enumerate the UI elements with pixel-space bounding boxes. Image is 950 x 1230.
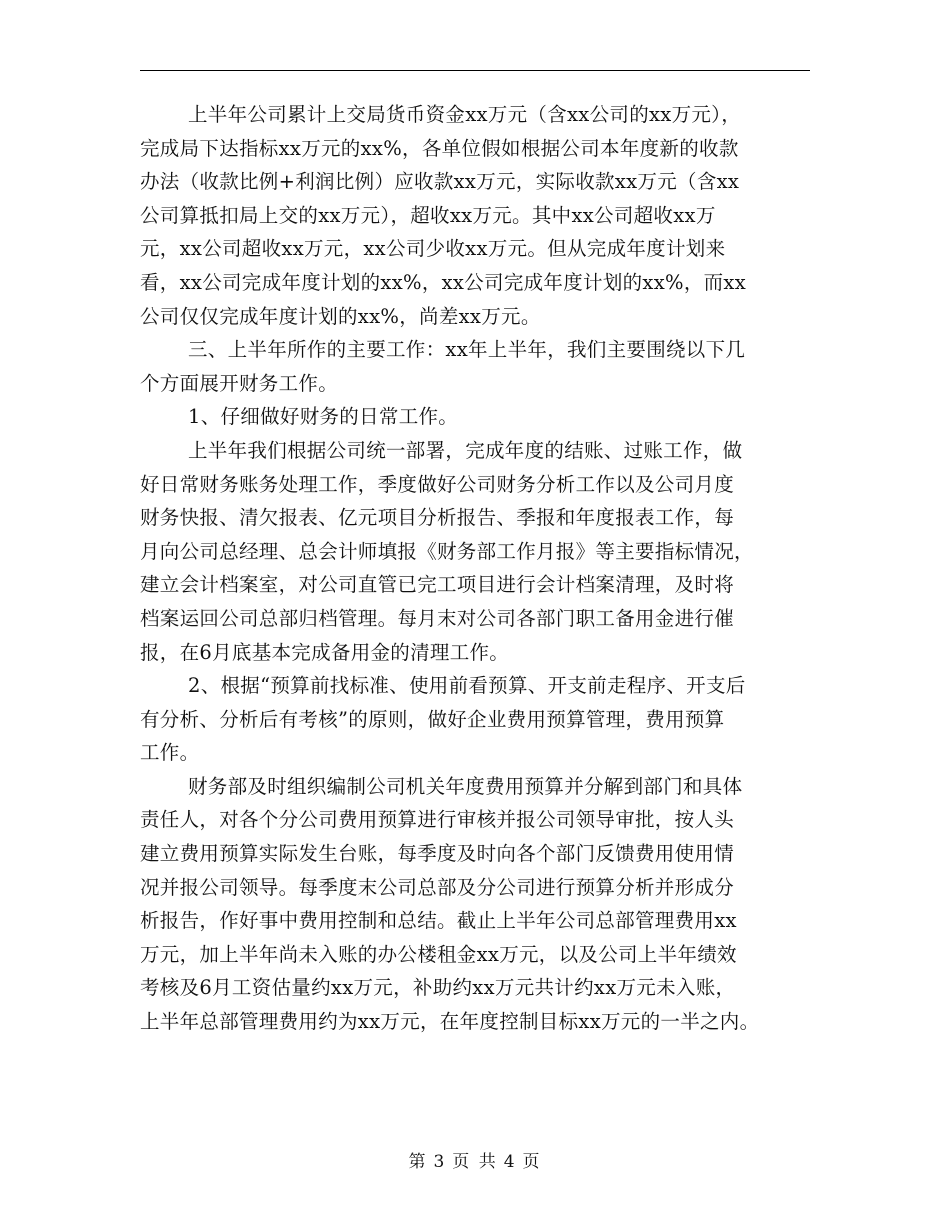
text-line: 况并报公司领导。每季度末公司总部及分公司进行预算分析并形成分 <box>140 875 735 899</box>
page-total: 4 <box>503 1152 517 1172</box>
text-line: 析报告，作好事中费用控制和总结。截止上半年公司总部管理费用xx <box>140 909 737 933</box>
page-suffix: 页 <box>522 1152 542 1172</box>
page-mid: 页 共 <box>452 1152 498 1172</box>
paragraph <box>140 400 830 434</box>
text-line: 元，xx公司超收xx万元，xx公司少收xx万元。但从完成年度计划来 <box>140 237 726 261</box>
header-rule <box>140 70 810 71</box>
text-line: 看，xx公司完成年度计划的xx%，xx公司完成年度计划的xx%，而xx <box>140 270 747 294</box>
text-line: 责任人，对各个分公司费用预算进行审核并报公司领导审批，按人头 <box>140 808 735 832</box>
text-line: 财务部及时组织编制公司机关年度费用预算并分解到部门和具体 <box>188 774 743 798</box>
text-line: 有分析、分析后有考核”的原则，做好企业费用预算管理，费用预算 <box>140 707 725 731</box>
paragraph <box>140 770 830 1039</box>
text-line: 上半年公司累计上交局货币资金xx万元（含xx公司的xx万元）， <box>188 103 742 126</box>
page-footer <box>0 1147 950 1172</box>
text-line: 好日常财务账务处理工作，季度做好公司财务分析工作以及公司月度 <box>140 472 735 496</box>
paragraph <box>140 98 830 333</box>
text-line: 考核及6月工资估量约xx万元，补助约xx万元共计约xx万元未入账， <box>140 976 736 1000</box>
text-line: 报，在6月底基本完成备用金的清理工作。 <box>140 640 510 664</box>
text-line: 公司仅仅完成年度计划的xx%，尚差xx万元。 <box>140 304 541 328</box>
text-line: 上半年总部管理费用约为xx万元，在年度控制目标xx万元的一半之内。 <box>140 1010 760 1034</box>
text-line: 万元，加上半年尚未入账的办公楼租金xx万元，以及公司上半年绩效 <box>140 942 737 966</box>
text-line: 建立会计档案室，对公司直管已完工项目进行会计档案清理，及时将 <box>140 573 735 597</box>
text-line: 个方面展开财务工作。 <box>140 371 339 395</box>
subheading-line: 1、仔细做好财务的日常工作。 <box>188 405 459 429</box>
text-line: 建立费用预算实际发生台账，每季度及时向各个部门反馈费用使用情 <box>140 842 735 866</box>
text-line: 完成局下达指标xx万元的xx%，各单位假如根据公司本年度新的收款 <box>140 136 739 160</box>
section-heading-line: 三、上半年所作的主要工作：xx年上半年，我们主要围绕以下几 <box>188 338 746 362</box>
text-line: 财务快报、清欠报表、亿元项目分析报告、季报和年度报表工作，每 <box>140 506 735 530</box>
subheading-line: 2、根据“预算前找标准、使用前看预算、开支前走程序、开支后 <box>188 674 746 698</box>
text-line: 档案运回公司总部归档管理。每月末对公司各部门职工备用金进行催 <box>140 606 735 630</box>
paragraph <box>140 669 830 770</box>
paragraph <box>140 434 830 669</box>
text-line: 办法（收款比例+利润比例）应收款xx万元，实际收款xx万元（含xx <box>140 170 740 194</box>
page-number: 3 <box>433 1152 447 1172</box>
paragraph <box>140 333 830 400</box>
text-line: 工作。 <box>140 741 200 765</box>
text-line: 上半年我们根据公司统一部署，完成年度的结账、过账工作，做 <box>188 438 743 462</box>
text-line: 公司算抵扣局上交的xx万元），超收xx万元。其中xx公司超收xx万 <box>140 203 716 227</box>
page-prefix: 第 <box>408 1152 428 1172</box>
document-body <box>140 98 830 1039</box>
text-line: 月向公司总经理、总会计师填报《财务部工作月报》等主要指标情况， <box>140 539 754 563</box>
